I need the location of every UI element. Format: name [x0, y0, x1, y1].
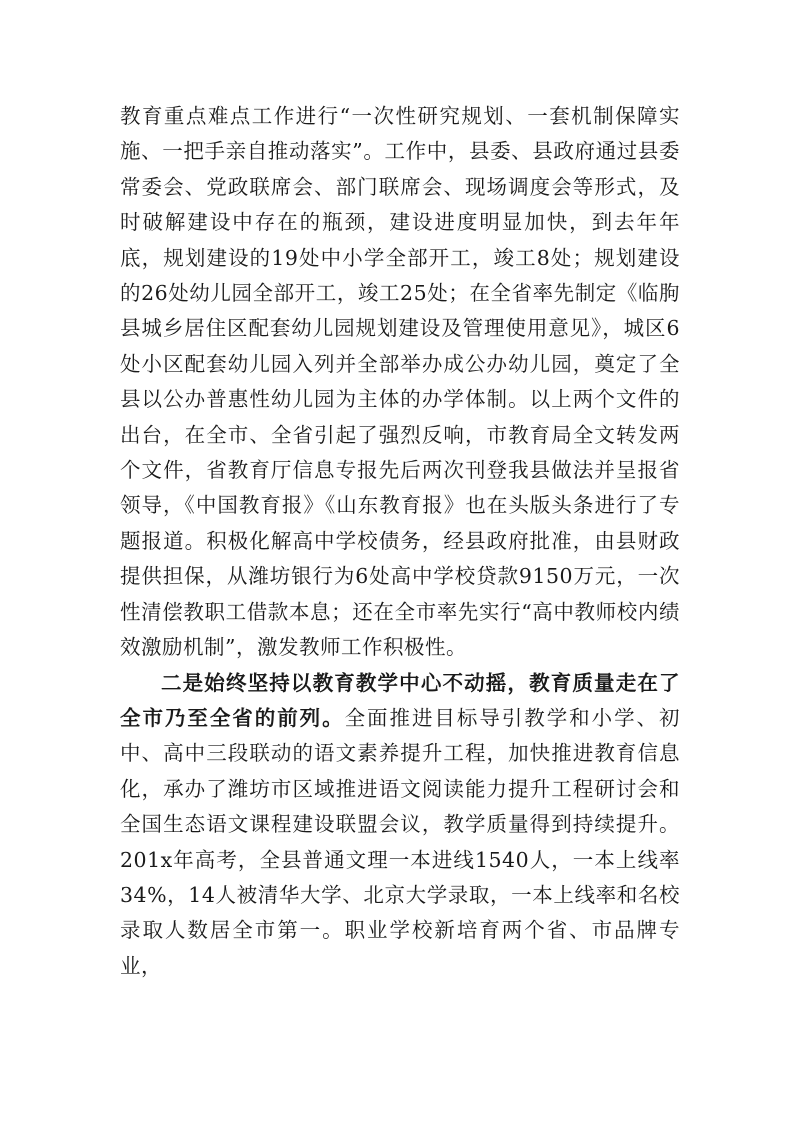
paragraph-1-text: 教育重点难点工作进行“一次性研究规划、一套机制保障实施、一把手亲自推动落实”。工作中，县委、县政府通过县委常委会、党政联席会、部门联席会、现场调度会等形式，及时破解建设中存在的瓶颈，建设进度明显加快，到去年年底，规划建设的19处中小学全部开工，竣工8处；规划建设的26处幼儿园全部开工，竣工25处；在全省率先制定《临朐县城乡居住区配套幼儿园规划建设及管理使用意见》，城区6处小区配套幼儿园入列并全部举办成公办幼儿园，奠定了全县以公办普惠性幼儿园为主体的办学体制。以上两个文件的出台，在全市、全省引起了强烈反响，市教育局全文转发两个文件，省教育厅信息专报先后两次刊登我县做法并呈报省领导，《中国教育报》《山东教育报》也在头版头条进行了专题报道。积极化解高中学校债务，经县政府批准，由县财政提供担保，从潍坊银行为6处高中学校贷款9150万元，一次性清偿教职工借款本息；还在全市率先实行“高中教师校内绩效激励机制”，激发教师工作积极性。	[120, 104, 680, 660]
paragraph-2-lead: 二是始终坚持以教育教学中心不动摇，教育质量走在了全市乃至全省的前列。	[120, 670, 680, 730]
paragraph-continuation	[120, 99, 680, 666]
paragraph-section-two	[120, 666, 680, 985]
paragraph-2-text: 全面推进目标导引教学和小学、初中、高中三段联动的语文素养提升工程，加快推进教育信息化，承办了潍坊市区域推进语文阅读能力提升工程研讨会和全国生态语文课程建设联盟会议，教学质量得到持续提升。201x年高考，全县普通文理一本进线1540人，一本上线率34%，14人被清华大学、北京大学录取，一本上线率和名校录取人数居全市第一。职业学校新培育两个省、市品牌专业，	[120, 705, 681, 978]
body-text	[120, 99, 680, 984]
